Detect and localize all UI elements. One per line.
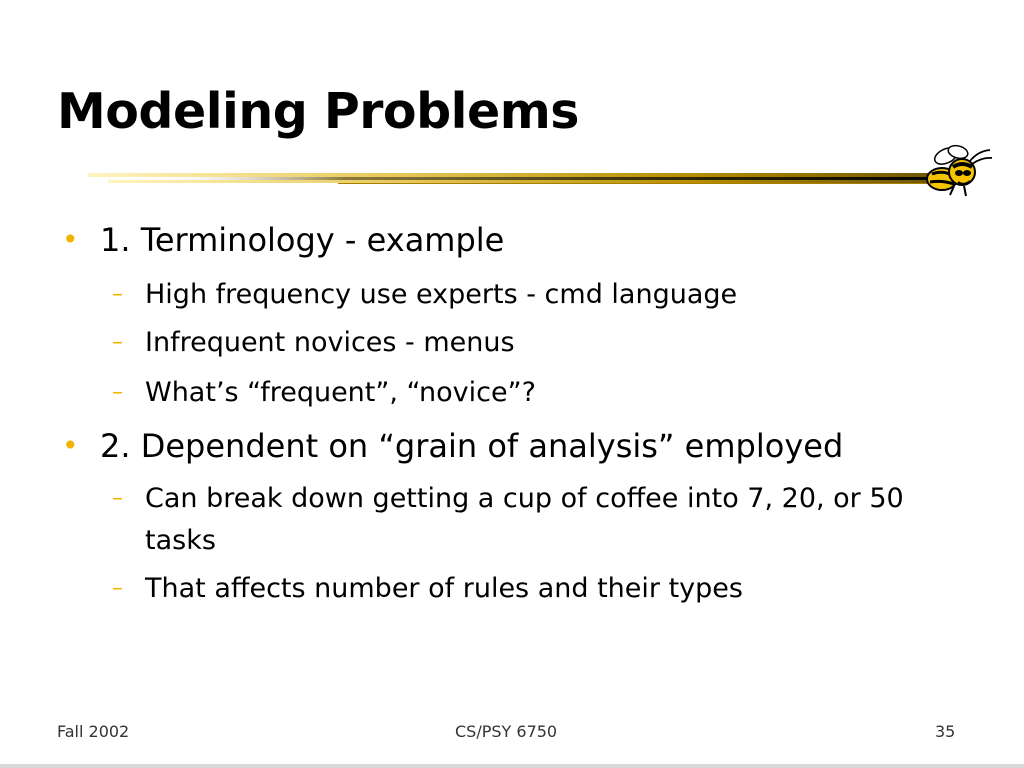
sub-bullet-item — [112, 568, 962, 610]
bullet-text: 2. Dependent on “grain of analysis” employed — [100, 427, 844, 465]
bullet-item — [62, 220, 962, 260]
sub-bullet-item — [112, 274, 962, 316]
yellow-jacket-bee-icon — [920, 142, 994, 198]
sub-bullet-text: Infrequent novices - menus — [145, 327, 515, 358]
bullet-marker: • — [62, 429, 79, 462]
bullet-marker: • — [62, 223, 79, 256]
sub-bullet-marker: – — [112, 282, 123, 307]
sub-bullet-text: What’s “frequent”, “novice”? — [145, 377, 536, 408]
slide-title: Modeling Problems — [57, 83, 579, 140]
bottom-border — [0, 764, 1024, 768]
sub-bullet-item — [112, 322, 962, 364]
sub-bullet-marker: – — [112, 380, 123, 405]
bullet-text: 1. Terminology - example — [100, 221, 505, 259]
sub-bullet-item — [112, 372, 962, 414]
sub-bullet-marker: – — [112, 576, 123, 601]
footer-date: Fall 2002 — [57, 722, 130, 741]
footer-course: CS/PSY 6750 — [455, 722, 558, 741]
sub-bullet-marker: – — [112, 486, 123, 511]
sub-bullet-text: That affects number of rules and their types — [145, 573, 743, 604]
title-underline-rule — [88, 168, 948, 188]
bullet-item — [62, 426, 962, 466]
sub-bullet-text: High frequency use experts - cmd language — [145, 279, 738, 310]
sub-bullet-item — [112, 478, 962, 562]
sub-bullet-marker: – — [112, 330, 123, 355]
footer-slide-number: 35 — [935, 722, 956, 741]
sub-bullet-text: Can break down getting a cup of coffee into 7, 20, or 50 tasks — [145, 483, 904, 556]
